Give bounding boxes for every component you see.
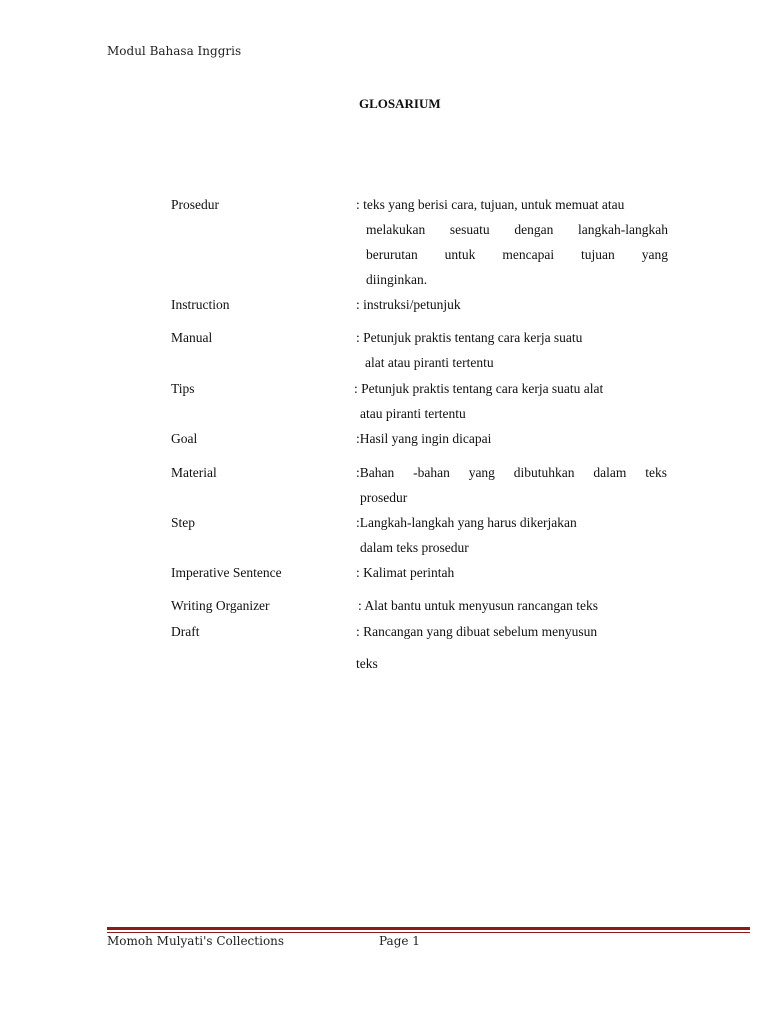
glossary-definition xyxy=(356,624,597,681)
glossary-definition xyxy=(356,465,667,515)
glossary-term: Instruction xyxy=(171,297,230,312)
definition-line: : Petunjuk praktis tentang cara kerja suatu xyxy=(356,330,583,345)
glossary-term: Draft xyxy=(171,624,200,639)
definition-line: :Bahan -bahan yang dibutuhkan dalam teks xyxy=(356,465,667,480)
definition-line: prosedur xyxy=(360,490,408,505)
definition-line: :Hasil yang ingin dicapai xyxy=(356,431,492,446)
glossary-term: Imperative Sentence xyxy=(171,565,282,580)
definition-line: atau piranti tertentu xyxy=(360,406,466,421)
definition-line: alat atau piranti tertentu xyxy=(365,355,494,370)
glossary-definition xyxy=(356,431,491,456)
page-title: GLOSARIUM xyxy=(359,96,441,111)
glossary-definition xyxy=(354,381,603,431)
glossary-term: Tips xyxy=(171,381,195,396)
glossary-definition xyxy=(356,330,582,380)
glossary-term: Manual xyxy=(171,330,213,345)
definition-line: :Langkah-langkah yang harus dikerjakan xyxy=(356,515,577,530)
glossary-term: Goal xyxy=(171,431,198,446)
definition-line: berurutan untuk mencapai tujuan yang xyxy=(366,247,668,262)
definition-line: : Rancangan yang dibuat sebelum menyusun xyxy=(356,624,598,639)
footer-divider xyxy=(107,927,750,933)
page-number: Page 1 xyxy=(379,934,420,948)
glossary-term: Prosedur xyxy=(171,197,219,212)
definition-line: teks xyxy=(356,656,378,671)
glossary-definition xyxy=(356,565,454,590)
glossary-term: Writing Organizer xyxy=(171,598,270,613)
running-header: Modul Bahasa Inggris xyxy=(107,44,242,58)
definition-line: : instruksi/petunjuk xyxy=(356,297,461,312)
definition-line: diinginkan. xyxy=(366,272,428,287)
definition-line: : teks yang berisi cara, tujuan, untuk memuat atau xyxy=(356,197,625,212)
glossary-definition xyxy=(356,515,577,565)
glossary-definition xyxy=(356,297,461,322)
glossary-definition xyxy=(358,598,598,623)
definition-line: : Petunjuk praktis tentang cara kerja suatu alat xyxy=(354,381,604,396)
definition-line: : Kalimat perintah xyxy=(356,565,455,580)
glossary-term: Material xyxy=(171,465,217,480)
definition-line: : Alat bantu untuk menyusun rancangan teks xyxy=(358,598,598,613)
glossary-definition xyxy=(356,197,668,297)
definition-line: melakukan sesuatu dengan langkah-langkah xyxy=(366,222,668,237)
glossary-term: Step xyxy=(171,515,196,530)
footer-collection-name: Momoh Mulyati's Collections xyxy=(107,934,285,948)
definition-line: dalam teks prosedur xyxy=(360,540,469,555)
